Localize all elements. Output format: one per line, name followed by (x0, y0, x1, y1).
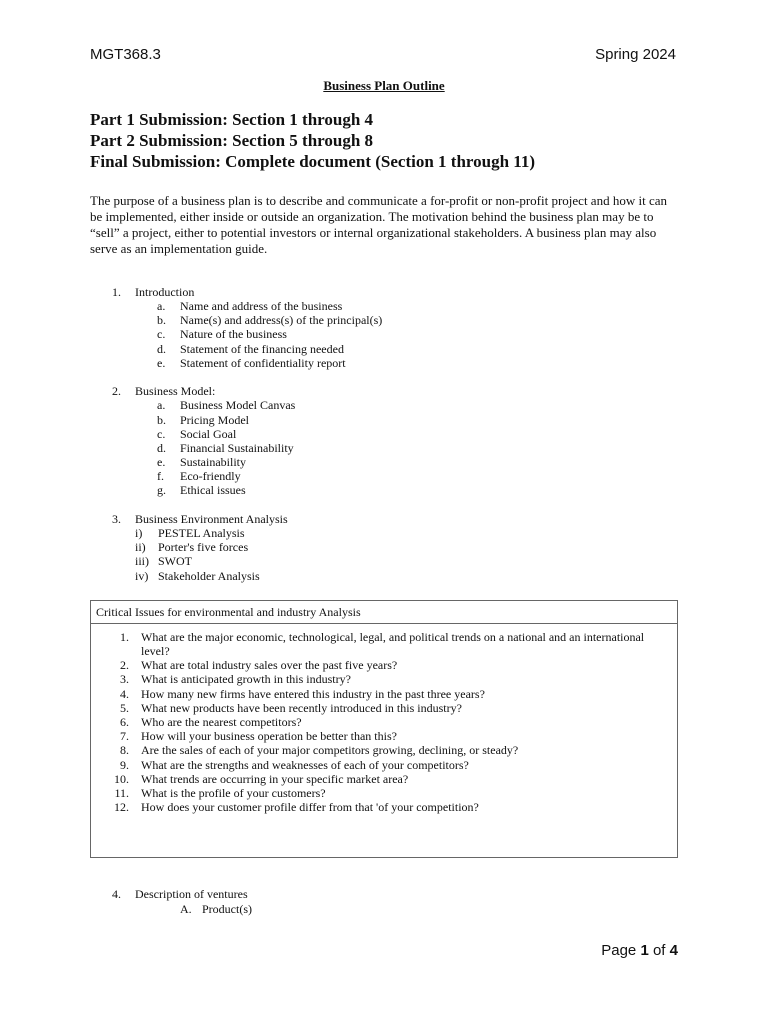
question-number: 5. (120, 701, 129, 715)
question-text: What is anticipated growth in this industry? (141, 672, 351, 686)
question-number: 7. (120, 729, 129, 743)
list-item: Name and address of the business (180, 299, 343, 313)
question-text: How does your customer profile differ from that 'of your competition? (141, 800, 479, 814)
list-marker: e. (157, 455, 166, 469)
list-marker: iii) (135, 554, 149, 568)
list-marker: iv) (135, 569, 149, 583)
question-number: 9. (120, 758, 129, 772)
question-text: What is the profile of your customers? (141, 786, 326, 800)
page-word: Page (601, 942, 637, 959)
question-number: 11. (114, 786, 129, 800)
section-number: 2. (112, 384, 121, 398)
question-text: Are the sales of each of your major competitors growing, declining, or steady? (141, 743, 519, 757)
question-text: What are the major economic, technological, legal, and political trends on a national and an international level? (141, 630, 645, 658)
list-item: Statement of the financing needed (180, 342, 344, 356)
section-title: Business Environment Analysis (135, 512, 288, 526)
list-item: Business Model Canvas (180, 398, 296, 412)
list-item: Product(s) (202, 902, 252, 916)
question-number: 1. (120, 630, 129, 644)
list-marker: A. (180, 902, 192, 916)
list-item: Stakeholder Analysis (158, 569, 260, 583)
list-item: Ethical issues (180, 483, 246, 497)
submission-part-1: Part 1 Submission: Section 1 through 4 (90, 110, 374, 129)
list-item: Social Goal (180, 427, 237, 441)
section-number: 4. (112, 887, 121, 901)
critical-issues-box (90, 600, 678, 858)
term-label: Spring 2024 (595, 46, 676, 63)
question-text: What new products have been recently introduced in this industry? (141, 701, 462, 715)
list-item: Name(s) and address(s) of the principal(s) (180, 313, 383, 327)
list-item: Pricing Model (180, 413, 249, 427)
question-text: What are the strengths and weaknesses of each of your competitors? (141, 758, 469, 772)
list-item: Statement of confidentiality report (180, 356, 346, 370)
list-item: PESTEL Analysis (158, 526, 245, 540)
list-marker: f. (157, 469, 164, 483)
critical-issues-header (91, 601, 677, 624)
question-text: How will your business operation be better than this? (141, 729, 397, 743)
list-marker: b. (157, 413, 166, 427)
page-current: 1 (640, 942, 649, 959)
page-total: 4 (669, 942, 678, 959)
course-code: MGT368.3 (90, 46, 161, 63)
page-of: of (652, 942, 666, 959)
question-text: How many new firms have entered this industry in the past three years? (141, 687, 485, 701)
section-title: Business Model: (135, 384, 216, 398)
submission-part-2: Part 2 Submission: Section 5 through 8 (90, 131, 374, 150)
list-marker: i) (135, 526, 143, 540)
list-marker: b. (157, 313, 166, 327)
list-item: Eco-friendly (180, 469, 241, 483)
question-number: 2. (120, 658, 129, 672)
question-number: 8. (120, 743, 129, 757)
question-text: What are total industry sales over the past five years? (141, 658, 398, 672)
question-text: What trends are occurring in your specific market area? (141, 772, 409, 786)
list-marker: ii) (135, 540, 146, 554)
list-marker: d. (157, 342, 166, 356)
document-title: Business Plan Outline (323, 78, 445, 93)
question-number: 6. (120, 715, 129, 729)
question-number: 3. (120, 672, 129, 686)
section-title: Introduction (135, 285, 195, 299)
list-marker: d. (157, 441, 166, 455)
list-marker: e. (157, 356, 166, 370)
question-number: 10. (114, 772, 129, 786)
list-marker: c. (157, 327, 166, 341)
intro-paragraph: The purpose of a business plan is to describe and communicate a for-profit or non-profit project and how it can be implemented, either inside or outside an organization. The motivation behind the business plan may be to “sell” a project, either to potential investors or internal organizational stakeholders. A business plan may also serve as an implementation guide. (90, 193, 667, 256)
list-item: SWOT (158, 554, 192, 568)
list-marker: c. (157, 427, 166, 441)
question-number: 12. (114, 800, 129, 814)
list-item: Porter's five forces (158, 540, 249, 554)
list-marker: a. (157, 398, 166, 412)
critical-issues-title: Critical Issues for environmental and industry Analysis (96, 605, 361, 619)
question-text: Who are the nearest competitors? (141, 715, 302, 729)
list-marker: a. (157, 299, 166, 313)
list-marker: g. (157, 483, 166, 497)
section-number: 3. (112, 512, 121, 526)
list-item: Sustainability (180, 455, 246, 469)
list-item: Financial Sustainability (180, 441, 294, 455)
page-indicator (601, 942, 678, 959)
question-number: 4. (120, 687, 129, 701)
submission-final: Final Submission: Complete document (Section 1 through 11) (90, 152, 536, 171)
list-item: Nature of the business (180, 327, 287, 341)
section-number: 1. (112, 285, 121, 299)
section-title: Description of ventures (135, 887, 248, 901)
